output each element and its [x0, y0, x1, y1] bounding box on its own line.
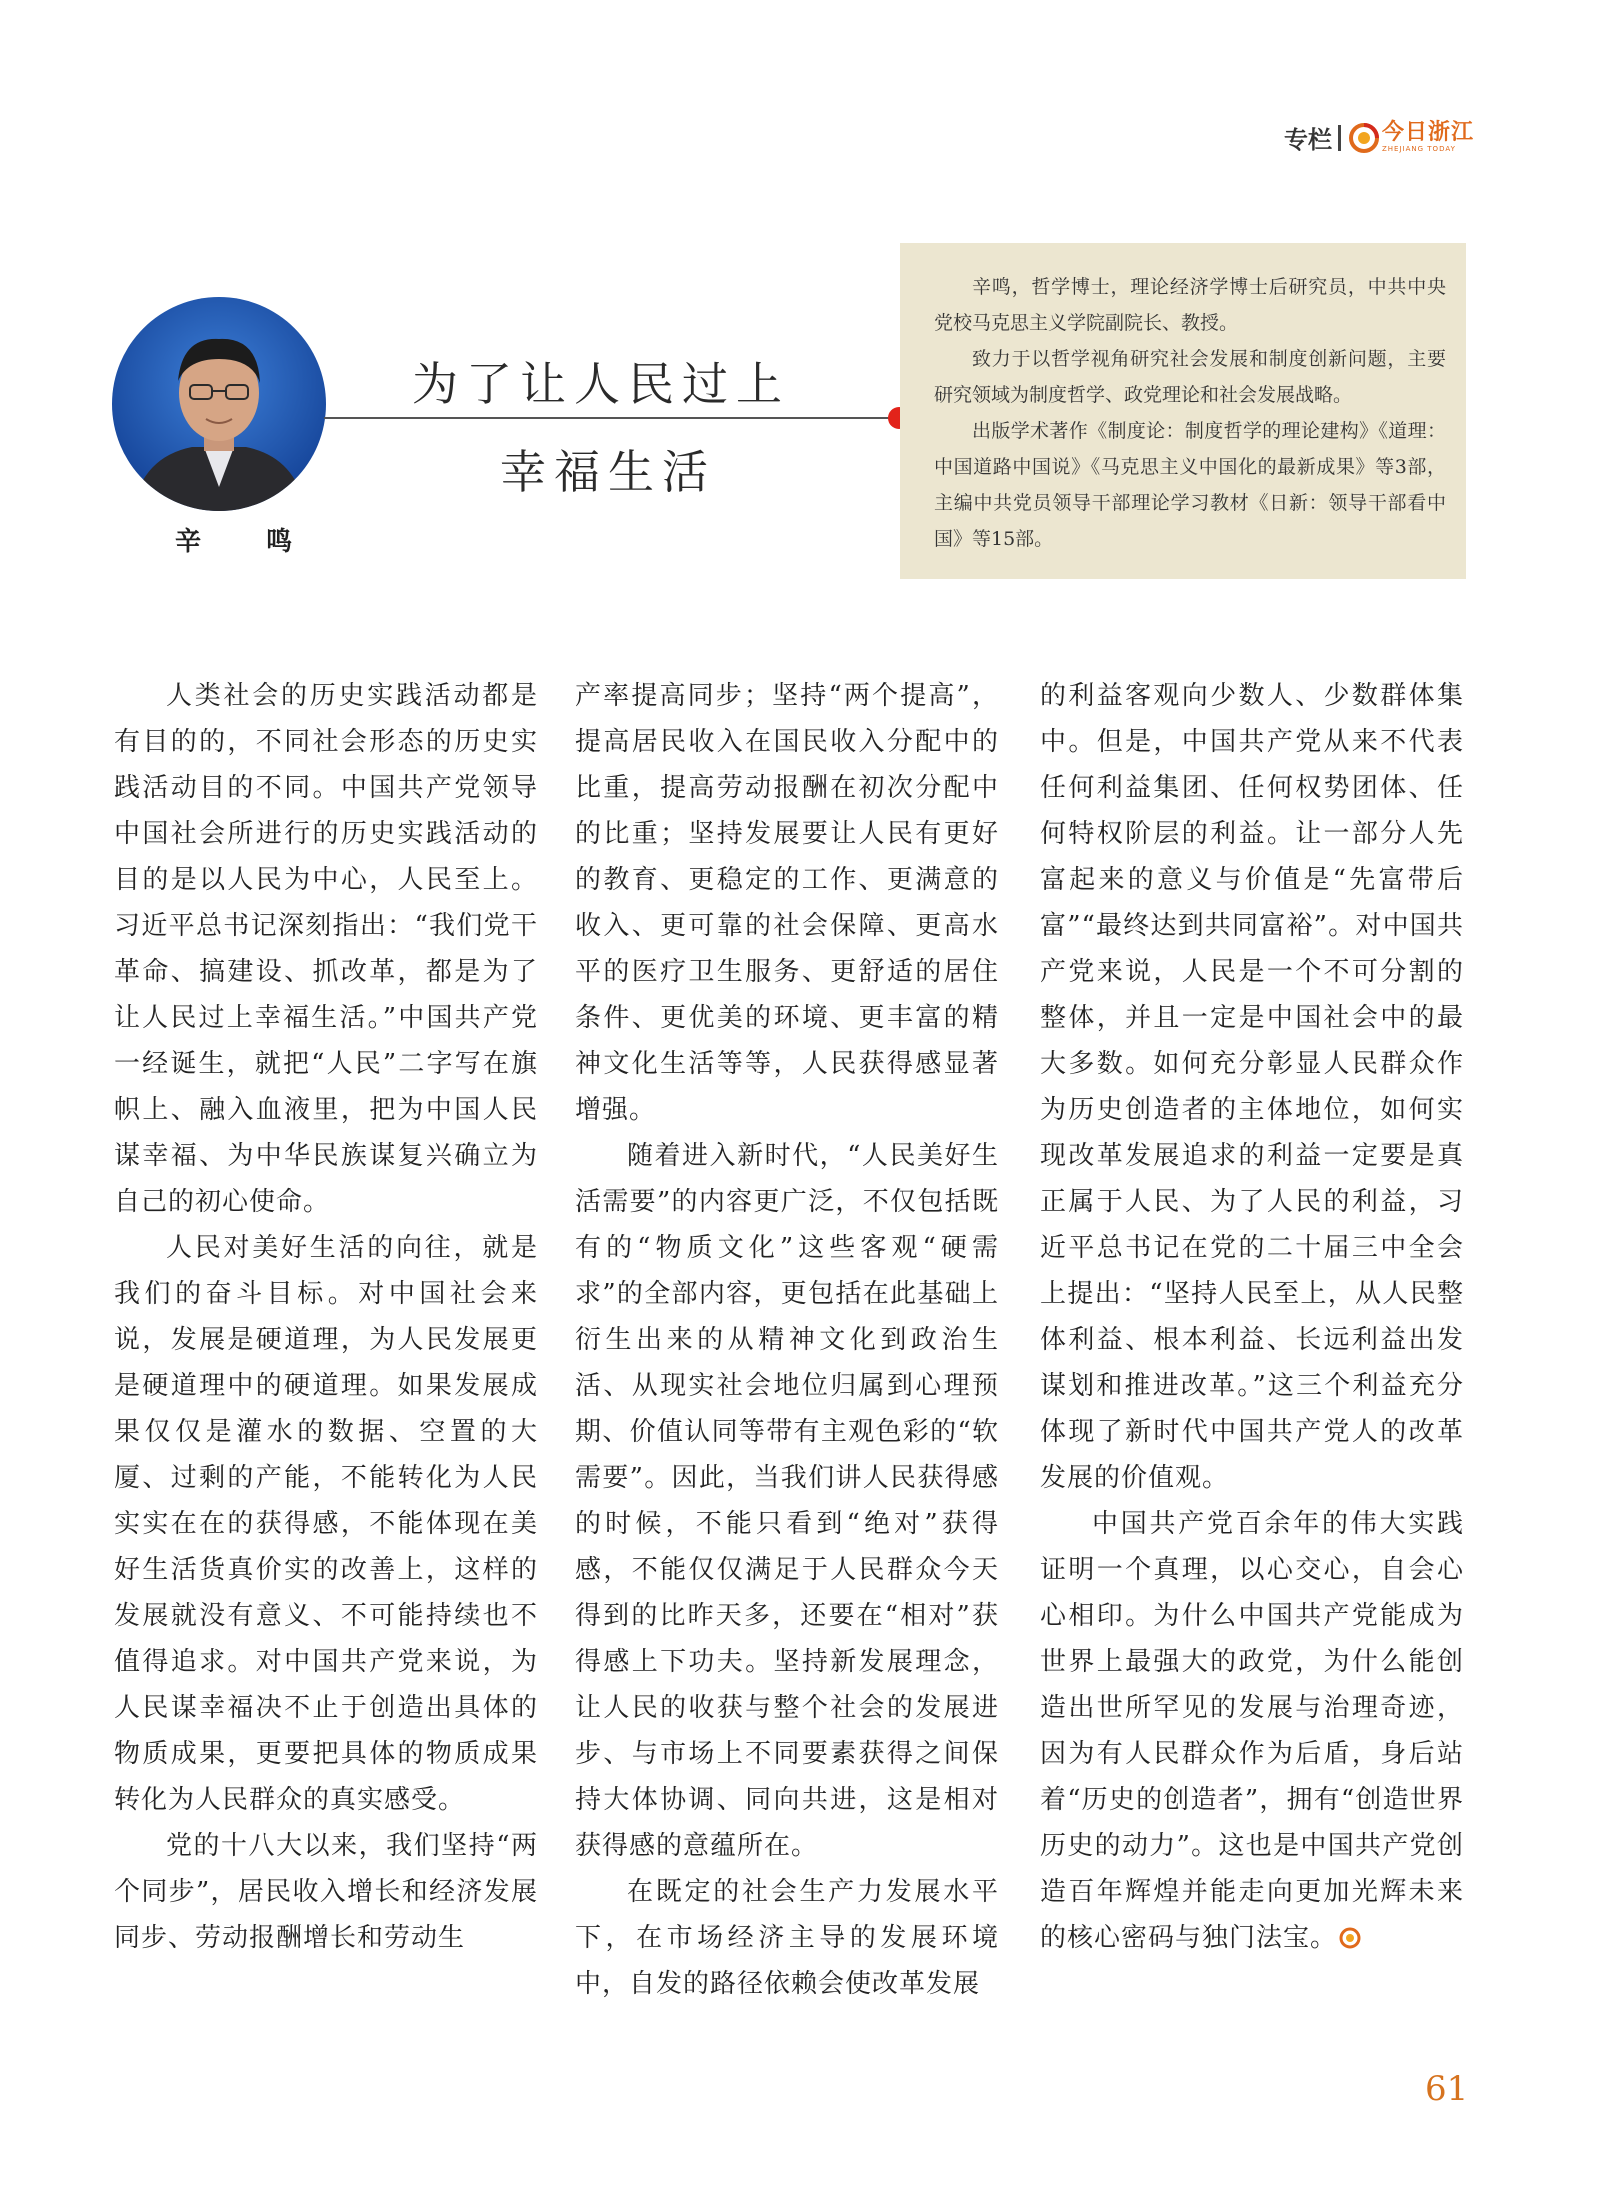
body-paragraph-text: 中国共产党百余年的伟大实践证明一个真理，以心交心，自会心心相印。为什么中国共产党能成为世界上最强大的政党，为什么能创造出世所罕见的发展与治理奇迹，因为有人民群众作为后盾，身后站着“历史的创造者”，拥有“创造世界历史的动力”。这也是中国共产党创造百年辉煌并能走向更加光辉未来的核心密码与独门法宝。	[1040, 1509, 1464, 1953]
article-title-line1: 为了让人民过上	[412, 357, 790, 411]
portrait-image	[112, 297, 326, 511]
page-header	[1284, 120, 1474, 155]
author-bio-box	[900, 243, 1466, 579]
body-paragraph-last	[1040, 1501, 1464, 1961]
body-paragraph: 的利益客观向少数人、少数群体集中。但是，中国共产党从来不代表任何利益集团、任何权势团体、任何特权阶层的利益。让一部分人先富起来的意义与价值是“先富带后富”“最终达到共同富裕”。对中国共产党来说，人民是一个不可分割的整体，并且一定是中国社会中的最大多数。如何充分彰显人民群众作为历史创造者的主体地位，如何实现改革发展追求的利益一定要是真正属于人民、为了人民的利益，习近平总书记在党的二十届三中全会上提出：“坚持人民至上，从人民整体利益、根本利益、长远利益出发谋划和推进改革。”这三个利益充分体现了新时代中国共产党人的改革发展的价值观。	[1040, 681, 1464, 1493]
title-rule	[324, 417, 894, 419]
bio-paragraph: 出版学术著作《制度论：制度哲学的理论建构》《道理：中国道路中国说》《马克思主义中国化的最新成果》等3部，主编中共党员领导干部理论学习教材《日新：领导干部看中国》等15部。	[934, 420, 1446, 550]
magazine-logo	[1349, 122, 1474, 153]
logo-text: 今日浙江	[1382, 120, 1475, 145]
body-column-3	[1040, 673, 1464, 1961]
end-mark-icon	[1339, 1927, 1361, 1949]
body-paragraph: 人类社会的历史实践活动都是有目的的，不同社会形态的历史实践活动目的不同。中国共产党领导中国社会所进行的历史实践活动的目的是以人民为中心，人民至上。习近平总书记深刻指出：“我们党干革命、搞建设、抓改革，都是为了让人民过上幸福生活。”中国共产党一经诞生，就把“人民”二字写在旗帜上、融入血液里，把为中国人民谋幸福、为中华民族谋复兴确立为自己的初心使命。	[114, 681, 538, 1217]
body-paragraph: 产率提高同步；坚持“两个提高”，提高居民收入在国民收入分配中的比重，提高劳动报酬在初次分配中的比重；坚持发展要让人民有更好的教育、更稳定的工作、更满意的收入、更可靠的社会保障、更高水平的医疗卫生服务、更舒适的居住条件、更优美的环境、更丰富的精神文化生活等等，人民获得感显著增强。	[575, 681, 999, 1125]
header-divider	[1338, 125, 1341, 151]
author-portrait	[112, 297, 326, 511]
author-name: 辛 鸣	[175, 527, 321, 557]
body-paragraph: 随着进入新时代，“人民美好生活需要”的内容更广泛，不仅包括既有的“物质文化”这些客观“硬需求”的全部内容，更包括在此基础上衍生出来的从精神文化到政治生活、从现实社会地位归属到心理预期、价值认同等带有主观色彩的“软需要”。因此，当我们讲人民获得感的时候，不能只看到“绝对”获得感，不能仅仅满足于人民群众今天得到的比昨天多，还要在“相对”获得感上下功夫。坚持新发展理念，让人民的收获与整个社会的发展进步、与市场上不同要素获得之间保持大体协调、同向共进，这是相对获得感的意蕴所在。	[575, 1141, 999, 1861]
body-paragraph: 党的十八大以来，我们坚持“两个同步”，居民收入增长和经济发展同步、劳动报酬增长和劳动生	[114, 1831, 538, 1953]
logo-subtext: ZHEJIANG TODAY	[1382, 145, 1456, 153]
page-number: 61	[1425, 2069, 1469, 2109]
article-title-line2: 幸福生活	[500, 445, 716, 499]
body-column-1	[114, 673, 538, 1961]
logo-swirl-icon	[1349, 123, 1379, 153]
body-column-2	[575, 673, 999, 2007]
body-paragraph: 人民对美好生活的向往，就是我们的奋斗目标。对中国社会来说，发展是硬道理，为人民发展更是硬道理中的硬道理。如果发展成果仅仅是灌水的数据、空置的大厦、过剩的产能，不能转化为人民实实在在的获得感，不能体现在美好生活货真价实的改善上，这样的发展就没有意义、不可能持续也不值得追求。对中国共产党来说，为人民谋幸福决不止于创造出具体的物质成果，更要把具体的物质成果转化为人民群众的真实感受。	[114, 1233, 538, 1815]
bio-paragraph: 辛鸣，哲学博士，理论经济学博士后研究员，中共中央党校马克思主义学院副院长、教授。	[934, 276, 1446, 334]
body-paragraph: 在既定的社会生产力发展水平下，在市场经济主导的发展环境中，自发的路径依赖会使改革发展	[575, 1877, 999, 1999]
bio-paragraph: 致力于以哲学视角研究社会发展和制度创新问题，主要研究领域为制度哲学、政党理论和社会发展战略。	[934, 348, 1446, 406]
section-label: 专栏	[1284, 126, 1332, 154]
